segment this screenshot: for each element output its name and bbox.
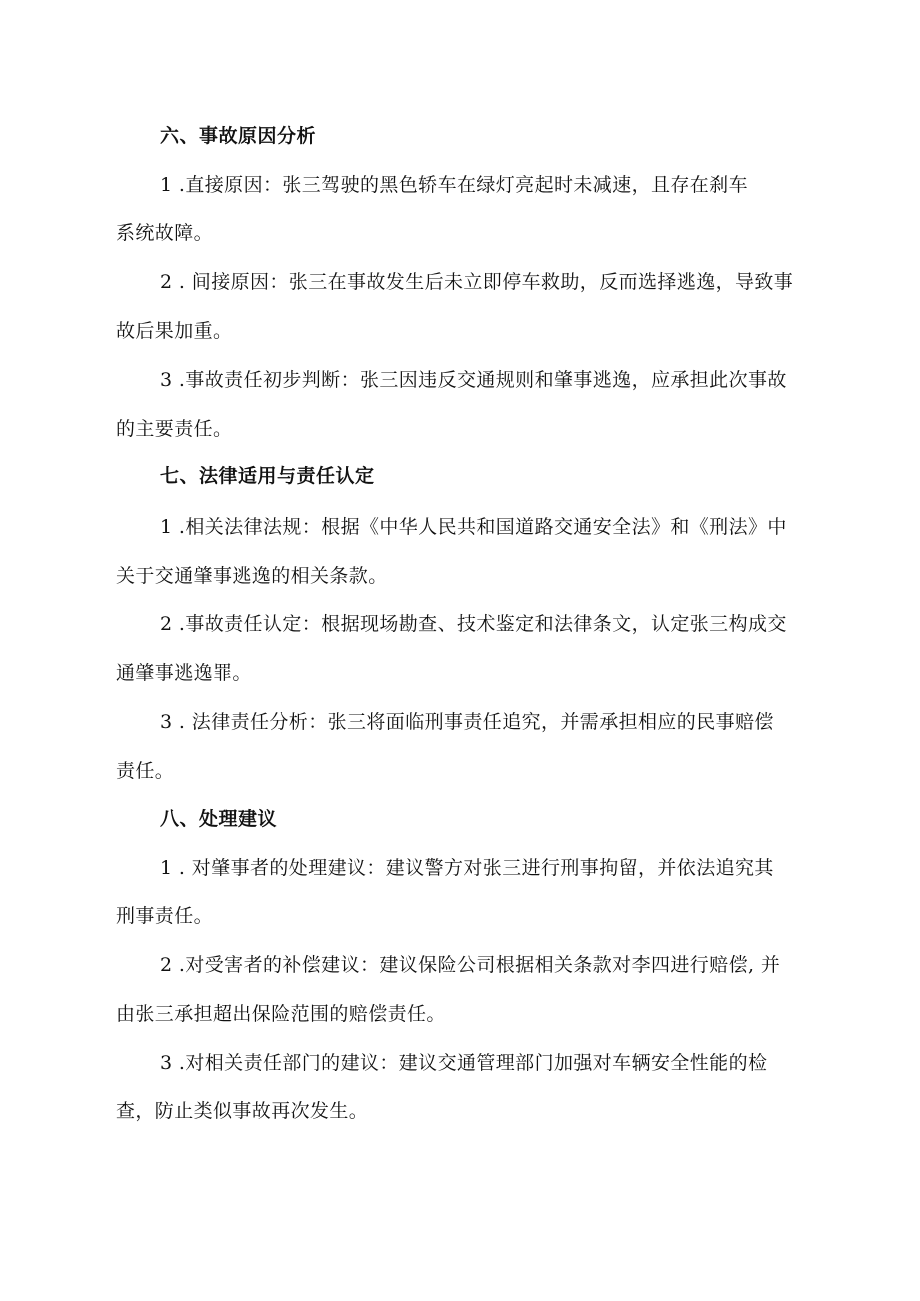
paragraph-7-3-line-1: 3 . 法律责任分析：张三将面临刑事责任追究，并需承担相应的民事赔偿 [160,711,774,733]
section-heading-8: 八、处理建议 [160,808,278,830]
paragraph-6-2-line-2: 故后果加重。 [116,320,233,342]
section-heading-7: 七、法律适用与责任认定 [160,465,375,487]
paragraph-6-3-line-2: 的主要责任。 [116,418,233,440]
paragraph-6-1-line-2: 系统故障。 [116,222,214,244]
paragraph-6-2-line-1: 2 . 间接原因：张三在事故发生后未立即停车救助，反而选择逃逸，导致事 [160,271,794,293]
paragraph-6-3-line-1: 3 .事故责任初步判断：张三因违反交通规则和肇事逃逸，应承担此次事故 [160,369,787,391]
paragraph-7-2-line-1: 2 .事故责任认定：根据现场勘查、技术鉴定和法律条文，认定张三构成交 [160,613,787,635]
paragraph-8-1-line-1: 1 . 对肇事者的处理建议：建议警方对张三进行刑事拘留，并依法追究其 [160,857,774,879]
paragraph-8-2-line-2: 由张三承担超出保险范围的赔偿责任。 [116,1003,446,1025]
paragraph-8-3-line-1: 3 .对相关责任部门的建议：建议交通管理部门加强对车辆安全性能的检 [160,1052,768,1074]
paragraph-7-1-line-1: 1 .相关法律法规：根据《中华人民共和国道路交通安全法》和《刑法》中 [160,516,787,538]
paragraph-6-1-line-1: 1 .直接原因：张三驾驶的黑色轿车在绿灯亮起时未减速，且存在刹车 [160,174,748,196]
paragraph-7-3-line-2: 责任。 [116,760,175,782]
paragraph-8-1-line-2: 刑事责任。 [116,905,214,927]
section-heading-6: 六、事故原因分析 [160,125,317,147]
paragraph-7-2-line-2: 通肇事逃逸罪。 [116,662,252,684]
paragraph-7-1-line-2: 关于交通肇事逃逸的相关条款。 [116,565,388,587]
paragraph-8-2-line-1: 2 .对受害者的补偿建议：建议保险公司根据相关条款对李四进行赔偿, 并 [160,954,781,976]
paragraph-8-3-line-2: 查，防止类似事故再次发生。 [116,1100,369,1122]
